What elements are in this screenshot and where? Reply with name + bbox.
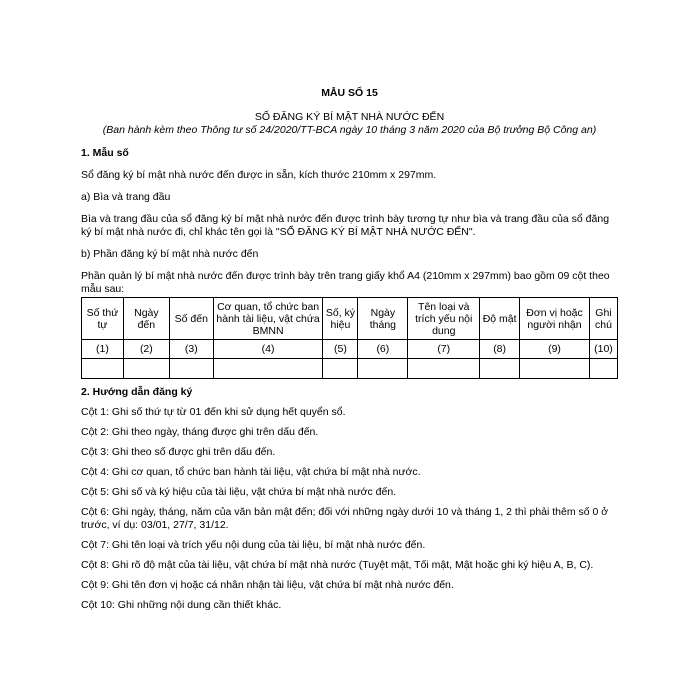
section-1-intro: Sổ đăng ký bí mật nhà nước đến được in sẵn, kích thước 210mm x 297mm. [81, 169, 437, 181]
col-header: Ghi chú [589, 298, 617, 340]
col-number: (2) [123, 340, 169, 359]
empty-cell [323, 359, 358, 379]
empty-cell [123, 359, 169, 379]
guide-item: Cột 4: Ghi cơ quan, tổ chức ban hành tài liệu, vật chứa bí mật nhà nước. [81, 466, 421, 478]
col-number: (8) [480, 340, 520, 359]
part-b-text: Phần quản lý bí mật nhà nước đến được trình bày trên trang giấy khổ A4 (210mm x 297mm) bao gồm 09 cột theo mẫu sau: [81, 270, 610, 295]
guide-item: Cột 3: Ghi theo số được ghi trên dấu đến. [81, 446, 276, 458]
col-header: Đơn vị hoặc người nhận [520, 298, 590, 340]
guide-item: Cột 5: Ghi số và ký hiệu của tài liệu, vật chứa bí mật nhà nước đến. [81, 486, 397, 498]
empty-cell [213, 359, 323, 379]
empty-cell [408, 359, 480, 379]
col-number: (1) [82, 340, 124, 359]
col-header: Độ mật [480, 298, 520, 340]
guide-item: Cột 10: Ghi những nội dung cần thiết khác. [81, 599, 282, 611]
empty-cell [480, 359, 520, 379]
register-table [81, 297, 618, 379]
col-header: Tên loại và trích yếu nội dung [408, 298, 480, 340]
col-header: Cơ quan, tổ chức ban hành tài liệu, vật chứa BMNN [213, 298, 323, 340]
table-empty-row [82, 359, 618, 379]
empty-cell [520, 359, 590, 379]
col-number: (4) [213, 340, 323, 359]
col-number: (7) [408, 340, 480, 359]
empty-cell [169, 359, 213, 379]
table-header-row [82, 298, 618, 340]
part-b-heading: b) Phần đăng ký bí mật nhà nước đến [81, 248, 259, 260]
guide-item: Cột 8: Ghi rõ độ mật của tài liệu, vật chứa bí mật nhà nước (Tuyệt mật, Tối mật, Mật hoặc ghi ký hiệu A, B, C). [81, 559, 594, 571]
col-number: (3) [169, 340, 213, 359]
empty-cell [589, 359, 617, 379]
col-number: (6) [358, 340, 408, 359]
section-1-heading: 1. Mẫu số [81, 147, 129, 159]
col-header: Ngày đến [123, 298, 169, 340]
col-number: (5) [323, 340, 358, 359]
guide-item: Cột 6: Ghi ngày, tháng, năm của văn bản mật đến; đối với những ngày dưới 10 và tháng 1, 2 thì phải thêm số 0 ở trước, ví dụ: 03/01, 27/7, 31/12. [81, 506, 609, 531]
document-page [81, 87, 618, 612]
col-header: Số thứ tự [82, 298, 124, 340]
issued-by-note: (Ban hành kèm theo Thông tư số 24/2020/TT-BCA ngày 10 tháng 3 năm 2020 của Bộ trưởng Bộ Công an) [102, 124, 597, 136]
table-number-row [82, 340, 618, 359]
col-number: (9) [520, 340, 590, 359]
col-header: Số, ký hiệu [323, 298, 358, 340]
part-a-heading: a) Bìa và trang đầu [81, 191, 171, 203]
document-title: SỐ ĐĂNG KÝ BÍ MẬT NHÀ NƯỚC ĐẾN [254, 111, 445, 123]
guide-item: Cột 7: Ghi tên loại và trích yếu nội dung của tài liệu, bí mật nhà nước đến. [81, 539, 426, 551]
col-number: (10) [589, 340, 617, 359]
guide-item: Cột 1: Ghi số thứ tự từ 01 đến khi sử dụng hết quyển sổ. [81, 406, 346, 418]
part-a-text: Bìa và trang đầu của sổ đăng ký bí mật nhà nước đến được trình bày tương tự như bìa và trang đầu của sổ đăng ký bí mật nhà nước đi, chỉ khác tên gọi là "SỔ ĐĂNG KÝ BÍ MẬT NHÀ NƯỚC ĐẾN". [81, 213, 610, 238]
empty-cell [82, 359, 124, 379]
section-2-heading: 2. Hướng dẫn đăng ký [81, 386, 193, 398]
col-header: Số đến [169, 298, 213, 340]
col-header: Ngày tháng [358, 298, 408, 340]
empty-cell [358, 359, 408, 379]
guide-item: Cột 2: Ghi theo ngày, tháng được ghi trên dấu đến. [81, 426, 319, 438]
guide-item: Cột 9: Ghi tên đơn vị hoặc cá nhân nhận tài liệu, vật chứa bí mật nhà nước đến. [81, 579, 454, 591]
form-number: MẪU SỐ 15 [321, 87, 378, 99]
guide-list [81, 406, 618, 612]
